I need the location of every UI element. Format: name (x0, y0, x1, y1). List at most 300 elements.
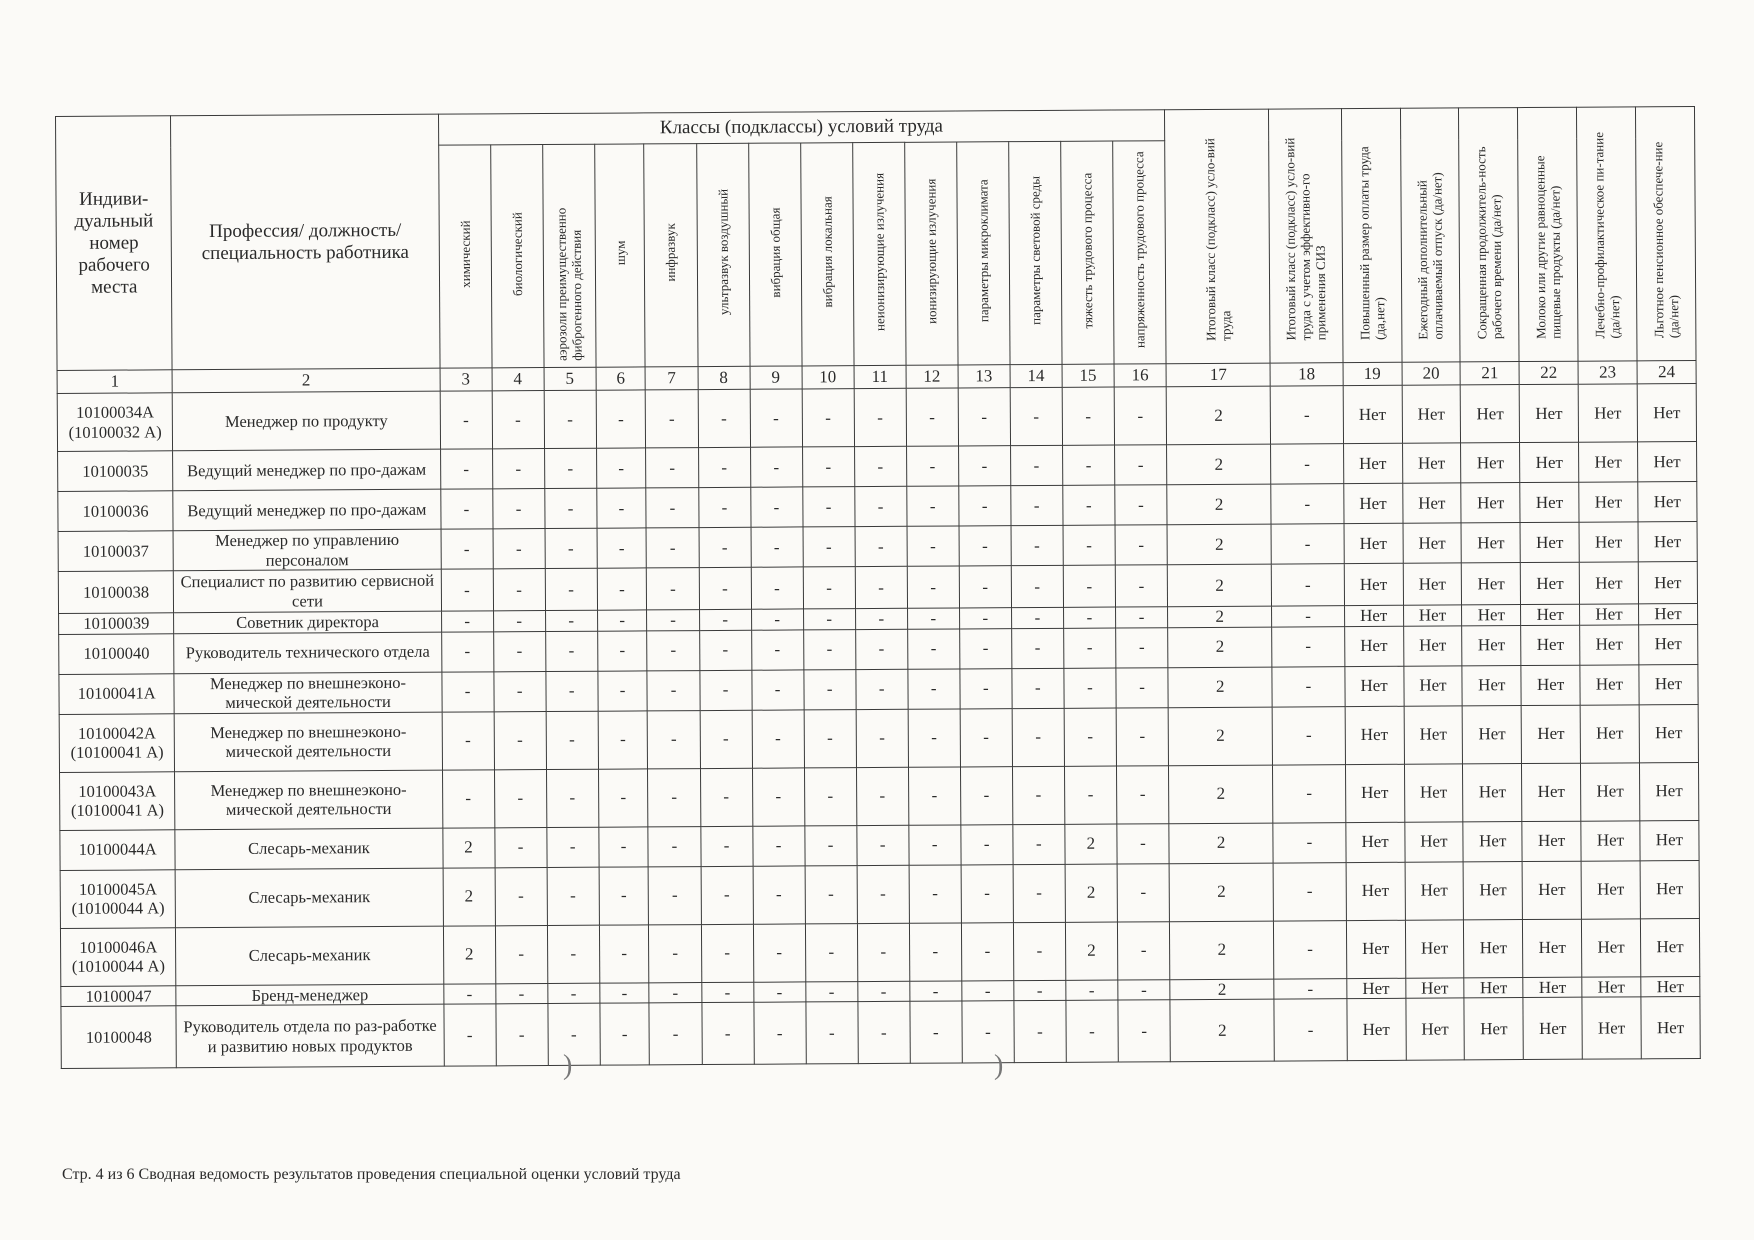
guarantee-value: Нет (1346, 822, 1405, 862)
header-factor (1008, 141, 1061, 364)
factor-class: 2 (1065, 864, 1117, 922)
factor-class: - (752, 825, 804, 865)
total-class-siz: - (1271, 524, 1344, 564)
workplace-id: 10100048 (61, 1006, 177, 1069)
factor-class: - (805, 981, 857, 1002)
factor-class: - (959, 608, 1011, 629)
factor-class: - (441, 529, 493, 569)
guarantee-value: Нет (1521, 665, 1580, 705)
factor-class: - (803, 527, 855, 567)
factor-class: - (546, 671, 598, 711)
total-class-siz: - (1274, 999, 1347, 1061)
guarantee-value: Нет (1402, 443, 1461, 483)
guarantee-value: Нет (1523, 977, 1582, 998)
factor-class: - (545, 610, 597, 631)
guarantee-value: Нет (1639, 704, 1698, 762)
guarantee-value: Нет (1581, 762, 1640, 820)
factor-class: - (545, 528, 597, 568)
factor-class: - (854, 446, 906, 486)
factor-class: - (1116, 627, 1168, 667)
factor-class: - (750, 447, 802, 487)
factor-class: - (1115, 525, 1167, 565)
factor-class: - (1011, 525, 1063, 565)
header-extra-label: Сокращенная продолжитель-ность рабочего времени (да/нет) (1473, 146, 1505, 340)
total-class: 2 (1167, 524, 1271, 565)
guarantee-value: Нет (1462, 563, 1521, 605)
factor-class: - (854, 388, 906, 446)
profession: Руководитель технического отдела (174, 632, 441, 674)
guarantee-value: Нет (1637, 441, 1696, 481)
guarantee-value: Нет (1521, 625, 1580, 665)
factor-class: - (908, 708, 960, 766)
factor-class: - (855, 526, 907, 566)
factor-class: - (493, 671, 545, 711)
factor-class: - (546, 827, 598, 867)
factor-class: - (599, 826, 649, 866)
workplace-id: 10100036 (58, 491, 174, 532)
profession: Руководитель отдела по раз-работке и развитию новых продуктов (176, 1004, 443, 1068)
factor-class: - (597, 528, 647, 568)
guarantee-value: Нет (1579, 482, 1638, 522)
factor-class: - (701, 866, 753, 924)
total-class-siz: - (1273, 862, 1346, 920)
guarantee-value: Нет (1640, 860, 1699, 918)
factor-class: - (857, 923, 909, 981)
guarantee-value: Нет (1464, 977, 1523, 998)
factor-class: - (958, 446, 1010, 486)
factor-class: - (909, 824, 961, 864)
total-class-siz: - (1272, 666, 1345, 706)
total-class-siz: - (1270, 386, 1343, 444)
column-number: 15 (1062, 364, 1114, 387)
factor-class: - (1013, 864, 1065, 922)
factor-class: - (1064, 668, 1116, 708)
guarantee-value: Нет (1463, 861, 1522, 919)
workplace-id: 10100041А (59, 673, 175, 714)
factor-class: - (701, 1002, 753, 1064)
header-extra (1635, 106, 1696, 360)
workplace-id: 10100042А (10100041 А) (59, 713, 175, 772)
factor-class: - (1116, 667, 1168, 707)
factor-class: - (1118, 1000, 1171, 1062)
factor-class: - (547, 867, 599, 925)
factor-class: - (1012, 668, 1064, 708)
total-class-siz: - (1273, 764, 1346, 822)
factor-class: 2 (1065, 922, 1117, 980)
guarantee-value: Нет (1343, 443, 1402, 483)
table-row (60, 860, 1699, 928)
guarantee-value: Нет (1639, 624, 1698, 664)
factor-class: - (854, 486, 906, 526)
header-extra (1459, 108, 1519, 362)
factor-class: - (1063, 565, 1115, 607)
factor-class: - (544, 390, 596, 448)
factor-class: - (699, 567, 751, 609)
factor-class: - (701, 924, 753, 982)
factor-class: - (750, 389, 802, 447)
column-number: 17 (1166, 363, 1270, 387)
factor-class: - (1117, 823, 1169, 863)
factor-class: - (962, 980, 1014, 1001)
factor-class: - (597, 568, 647, 610)
factor-class: - (959, 526, 1011, 566)
profession: Ведущий менеджер по про-дажам (173, 489, 440, 531)
guarantee-value: Нет (1346, 862, 1405, 920)
guarantee-value: Нет (1520, 482, 1579, 522)
factor-class: - (441, 611, 493, 632)
factor-class: - (1014, 980, 1066, 1001)
guarantee-value: Нет (1404, 821, 1463, 861)
factor-class: - (492, 391, 544, 449)
factor-class: - (492, 489, 544, 529)
factor-class: - (751, 669, 803, 709)
factor-class: - (441, 631, 493, 671)
column-number: 23 (1578, 361, 1637, 384)
workplace-id: 10100043А (10100041 А) (60, 771, 176, 830)
total-class: 2 (1169, 823, 1273, 864)
factor-class: - (909, 922, 961, 980)
guarantee-value: Нет (1346, 978, 1405, 999)
guarantee-value: Нет (1522, 763, 1581, 821)
factor-class: - (1116, 765, 1169, 823)
header-factor (904, 142, 957, 365)
column-number: 5 (544, 367, 596, 390)
factor-class: - (494, 711, 546, 769)
factor-class: - (753, 981, 805, 1002)
guarantee-value: Нет (1581, 820, 1640, 860)
factor-class: - (493, 529, 545, 569)
column-number: 10 (802, 366, 854, 389)
factor-class: - (802, 389, 854, 447)
header-id: Индиви-дуальный номер рабочего места (56, 116, 173, 371)
guarantee-value: Нет (1343, 385, 1402, 443)
guarantee-value: Нет (1638, 481, 1697, 521)
total-class: 2 (1170, 979, 1274, 1000)
factor-class: - (493, 631, 545, 671)
guarantee-value: Нет (1404, 705, 1463, 763)
factor-class: - (1114, 445, 1166, 485)
factor-class: - (646, 448, 698, 488)
factor-class: - (699, 630, 751, 670)
factor-class: - (647, 630, 699, 670)
factor-class: - (751, 527, 803, 567)
guarantee-value: Нет (1582, 997, 1641, 1059)
guarantee-value: Нет (1405, 998, 1464, 1060)
guarantee-value: Нет (1641, 996, 1700, 1058)
factor-class: - (599, 982, 649, 1003)
scan-mark: ) (994, 1050, 1004, 1081)
header-extra (1577, 107, 1637, 361)
factor-class: - (700, 826, 752, 866)
workplace-id: 10100040 (59, 633, 175, 674)
guarantee-value: Нет (1403, 605, 1462, 626)
profession: Ведущий менеджер по про-дажам (173, 449, 440, 491)
guarantee-value: Нет (1639, 664, 1698, 704)
guarantee-value: Нет (1578, 384, 1637, 442)
factor-class: - (546, 769, 598, 827)
factor-class: - (698, 389, 750, 447)
factor-class: - (960, 766, 1012, 824)
column-number: 12 (906, 365, 958, 388)
header-extra (1400, 108, 1460, 362)
table-row (61, 996, 1700, 1068)
factor-class: - (857, 865, 909, 923)
guarantee-value: Нет (1580, 624, 1639, 664)
factor-class: - (1010, 445, 1062, 485)
guarantee-value: Нет (1462, 705, 1521, 763)
factor-class: - (961, 824, 1013, 864)
guarantee-value: Нет (1405, 861, 1464, 919)
guarantee-value: Нет (1580, 604, 1639, 625)
guarantee-value: Нет (1523, 919, 1582, 977)
factor-class: - (649, 1003, 701, 1065)
factor-class: - (907, 566, 959, 608)
factor-class: - (1062, 387, 1114, 445)
factor-class: - (1063, 607, 1115, 628)
factor-class: - (1062, 445, 1114, 485)
guarantee-value: Нет (1580, 704, 1639, 762)
factor-class: - (910, 1001, 962, 1063)
header-factor-label: вибрация локальная (819, 196, 835, 308)
factor-class: - (1012, 708, 1064, 766)
guarantee-value: Нет (1638, 521, 1697, 561)
factor-class: - (959, 628, 1011, 668)
workplace-id: 10100046А (10100044 А) (60, 927, 176, 986)
factor-class: - (548, 1003, 600, 1065)
column-number: 21 (1460, 362, 1519, 385)
header-extra-label: Повышенный размер оплаты труда (да,нет) (1355, 146, 1387, 341)
header-extra-label: Итоговый класс (подкласс) усло-вий труда (1201, 138, 1234, 341)
table-row (59, 704, 1698, 772)
factor-class: - (443, 1004, 495, 1066)
factor-class: - (1066, 1000, 1118, 1062)
guarantee-value: Нет (1461, 483, 1520, 523)
factor-class: - (750, 487, 802, 527)
guarantee-value: Нет (1344, 626, 1403, 666)
guarantee-value: Нет (1343, 483, 1402, 523)
total-class: 2 (1166, 386, 1270, 445)
factor-class: - (443, 983, 495, 1004)
header-factor (748, 143, 801, 366)
guarantee-value: Нет (1520, 562, 1579, 604)
factor-class: - (494, 827, 546, 867)
factor-class: - (546, 711, 598, 769)
factor-class: - (961, 864, 1013, 922)
factor-class: - (803, 567, 855, 609)
column-number: 3 (440, 368, 492, 391)
guarantee-value: Нет (1582, 976, 1641, 997)
table-row (60, 762, 1699, 830)
workplace-id: 10100035 (58, 451, 174, 492)
guarantee-value: Нет (1462, 625, 1521, 665)
factor-class: - (908, 766, 960, 824)
total-class-siz: - (1274, 978, 1347, 999)
factor-class: - (961, 922, 1013, 980)
workplace-id: 10100044А (60, 829, 176, 870)
header-factor-label: аэрозоли преимущественно фиброгенного действия (553, 207, 585, 361)
guarantee-value: Нет (1521, 705, 1580, 763)
column-number: 14 (1010, 364, 1062, 387)
header-factor-label: ионизирующие излучения (923, 178, 940, 324)
page-footer: Стр. 4 из 6 Сводная ведомость результатов проведения специальной оценки условий труда (62, 1166, 681, 1183)
guarantee-value: Нет (1404, 763, 1463, 821)
table-row (60, 918, 1699, 986)
header-factor (800, 143, 853, 366)
header-factor (1061, 141, 1114, 364)
guarantee-value: Нет (1637, 383, 1696, 441)
factor-class: - (1114, 387, 1167, 445)
column-number: 8 (698, 366, 750, 389)
factor-class: 2 (442, 827, 494, 867)
factor-class: - (440, 391, 492, 449)
factor-class: - (646, 390, 698, 448)
guarantee-value: Нет (1579, 442, 1638, 482)
factor-class: - (856, 669, 908, 709)
factor-class: - (855, 566, 907, 608)
factor-class: - (647, 610, 699, 631)
scan-mark: ) (563, 1050, 573, 1081)
guarantee-value: Нет (1344, 523, 1403, 563)
column-number: 11 (854, 365, 906, 388)
header-extra-label: Молоко или другие равноценные пищевые продукты (да/нет) (1532, 155, 1564, 339)
profession: Менеджер по внешнеэконо-мической деятельности (174, 672, 441, 714)
factor-class: - (1115, 485, 1167, 525)
header-factor (852, 142, 905, 365)
header-extra (1269, 109, 1343, 363)
factor-class: - (648, 768, 700, 826)
factor-class: - (1063, 525, 1115, 565)
factor-class: - (1115, 607, 1167, 628)
factor-class: - (597, 630, 647, 670)
guarantee-value: Нет (1580, 664, 1639, 704)
factor-class: - (545, 631, 597, 671)
guarantee-value: Нет (1403, 563, 1462, 605)
profession: Слесарь-механик (176, 926, 443, 986)
factor-class: - (857, 981, 909, 1002)
factor-class: - (804, 669, 856, 709)
total-class-siz: - (1272, 564, 1345, 606)
guarantee-value: Нет (1520, 442, 1579, 482)
guarantee-value: Нет (1463, 763, 1522, 821)
guarantee-value: Нет (1345, 764, 1404, 822)
total-class: 2 (1168, 606, 1272, 627)
factor-class: - (441, 671, 493, 711)
total-class: 2 (1167, 444, 1271, 485)
factor-class: - (440, 449, 492, 489)
factor-class: - (496, 1004, 548, 1066)
guarantee-value: Нет (1579, 562, 1638, 604)
factor-class: - (1011, 565, 1063, 607)
column-number: 2 (172, 368, 439, 393)
factor-class: - (545, 568, 597, 610)
factor-class: - (958, 388, 1010, 446)
factor-class: 2 (1065, 824, 1117, 864)
factor-class: - (803, 609, 855, 630)
results-table-sheet (55, 106, 1701, 1069)
total-class: 2 (1170, 921, 1274, 980)
column-number: 9 (750, 366, 802, 389)
factor-class: - (648, 826, 700, 866)
factor-class: - (1063, 485, 1115, 525)
header-factor-label: неионизирующие излучения (871, 172, 887, 331)
factor-class: - (907, 628, 959, 668)
factor-class: - (547, 983, 599, 1004)
total-class: 2 (1169, 765, 1273, 824)
factor-class: - (1012, 766, 1064, 824)
factor-class: - (960, 668, 1012, 708)
factor-class: - (805, 923, 857, 981)
factor-class: - (959, 486, 1011, 526)
guarantee-value: Нет (1463, 821, 1522, 861)
total-class-siz: - (1273, 822, 1346, 862)
profession: Специалист по развитию сервисной сети (174, 569, 441, 613)
factor-class: - (647, 670, 699, 710)
workplace-id: 10100037 (58, 531, 174, 572)
header-classes-group: Классы (подклассы) условий труда (438, 110, 1165, 145)
factor-class: - (751, 629, 803, 669)
factor-class: - (751, 567, 803, 609)
factor-class: - (698, 487, 750, 527)
factor-class: - (802, 447, 854, 487)
header-factor (1113, 141, 1167, 364)
column-number: 16 (1114, 364, 1166, 387)
header-extra (1518, 107, 1578, 361)
header-factor-label: ультразвук воздушный (714, 189, 731, 316)
header-factor (956, 142, 1009, 365)
column-number: 19 (1343, 362, 1402, 385)
guarantee-value: Нет (1344, 605, 1403, 626)
header-factor (490, 145, 543, 368)
factor-class: - (906, 486, 958, 526)
column-number: 18 (1270, 363, 1343, 386)
column-number: 6 (596, 367, 646, 390)
header-factor-label: вибрация общая (767, 207, 783, 298)
guarantee-value: Нет (1462, 605, 1521, 626)
guarantee-value: Нет (1641, 976, 1700, 997)
header-factor-label: биологический (509, 211, 525, 296)
factor-class: - (698, 447, 750, 487)
factor-class: - (596, 488, 646, 528)
factor-class: - (802, 487, 854, 527)
factor-class: - (960, 708, 1012, 766)
factor-class: - (1011, 628, 1063, 668)
factor-class: - (1014, 1000, 1066, 1062)
factor-class: - (647, 568, 699, 610)
factor-class: - (752, 709, 804, 767)
workplace-id: 10100039 (59, 613, 175, 634)
factor-class: - (804, 767, 856, 825)
factor-class: - (856, 709, 908, 767)
guarantee-value: Нет (1403, 625, 1462, 665)
factor-class: - (494, 769, 546, 827)
total-class-siz: - (1272, 626, 1345, 666)
factor-class: - (598, 670, 648, 710)
factor-class: - (1116, 707, 1169, 765)
factor-class: - (700, 768, 752, 826)
total-class-siz: - (1271, 484, 1344, 524)
factor-class: - (649, 866, 701, 924)
guarantee-value: Нет (1640, 918, 1699, 976)
guarantee-value: Нет (1520, 522, 1579, 562)
guarantee-value: Нет (1402, 385, 1461, 443)
total-class: 2 (1168, 627, 1272, 668)
column-number: 4 (492, 368, 544, 391)
factor-class: - (855, 629, 907, 669)
factor-class: 2 (443, 925, 495, 983)
header-factor (542, 144, 595, 367)
guarantee-value: Нет (1403, 523, 1462, 563)
profession: Менеджер по внешнеэконо-мической деятельности (175, 712, 442, 772)
